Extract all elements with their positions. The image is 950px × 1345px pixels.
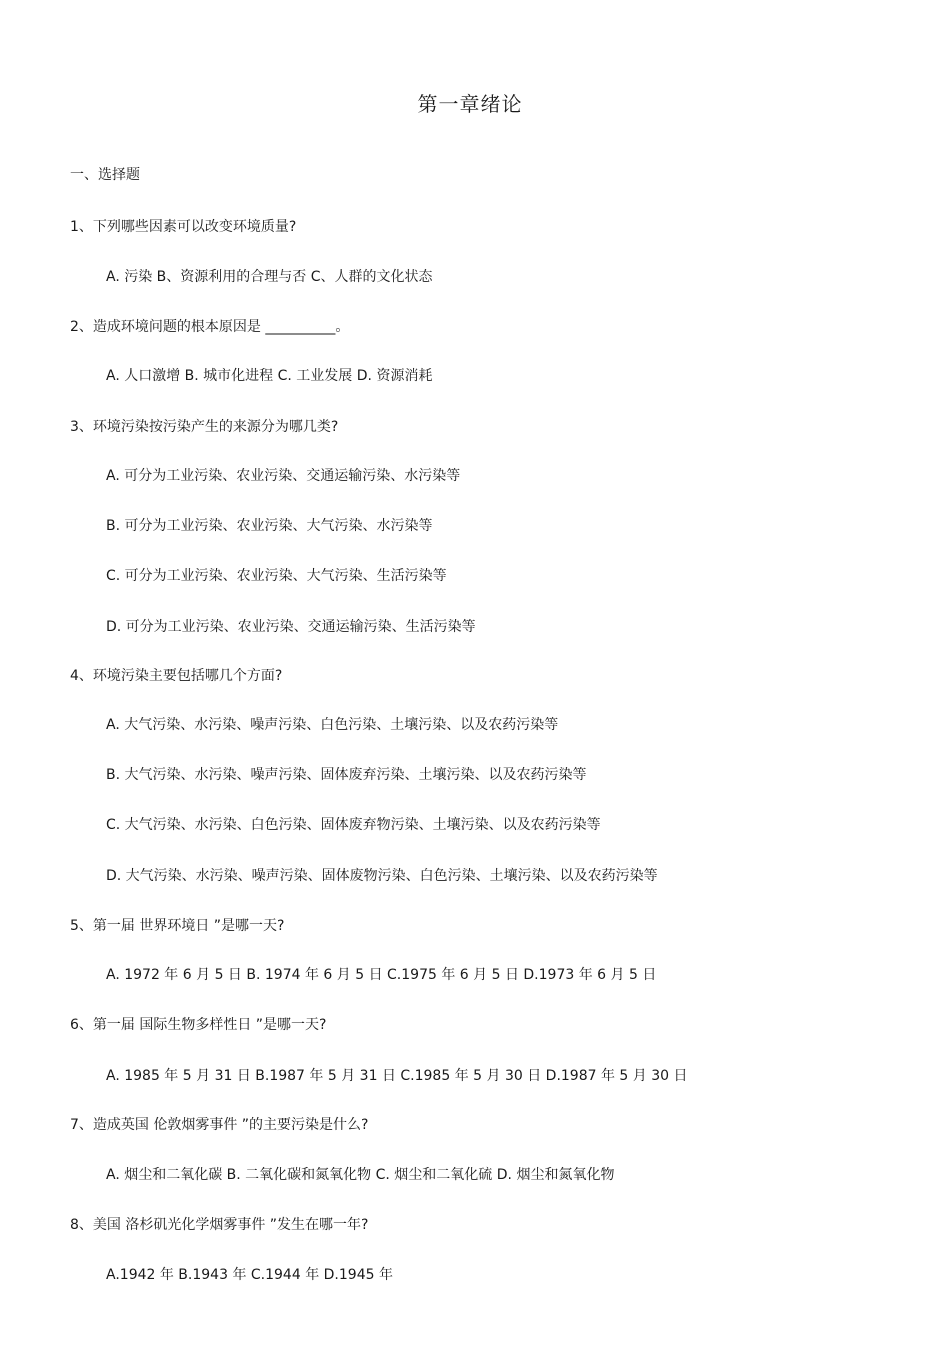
question-4-option-b: B. 大气污染、水污染、噪声污染、固体废弃污染、土壤污染、以及农药污染等 bbox=[106, 767, 587, 783]
question-5-options: A. 1972 年 6 月 5 日 B. 1974 年 6 月 5 日 C.1975 年 6 月 5 日 D.1973 年 6 月 5 日 bbox=[106, 967, 657, 983]
question-2: 2、造成环境问题的根本原因是 __________。 bbox=[70, 319, 350, 335]
chapter-title: 第一章绪论 bbox=[417, 92, 523, 116]
question-1-options: A. 污染 B、资源利用的合理与否 C、人群的文化状态 bbox=[106, 269, 433, 285]
question-6-options: A. 1985 年 5 月 31 日 B.1987 年 5 月 31 日 C.1985 年 5 月 30 日 D.1987 年 5 月 30 日 bbox=[106, 1068, 688, 1084]
question-3: 3、环境污染按污染产生的来源分为哪几类? bbox=[70, 419, 339, 435]
question-4-option-c: C. 大气污染、水污染、白色污染、固体废弃物污染、土壤污染、以及农药污染等 bbox=[106, 817, 601, 833]
question-5: 5、第一届 世界环境日 ”是哪一天? bbox=[70, 918, 285, 934]
question-3-option-d: D. 可分为工业污染、农业污染、交通运输污染、生活污染等 bbox=[106, 619, 476, 635]
question-7: 7、造成英国 伦敦烟雾事件 ”的主要污染是什么? bbox=[70, 1117, 369, 1133]
question-8-options: A.1942 年 B.1943 年 C.1944 年 D.1945 年 bbox=[106, 1267, 393, 1283]
question-1: 1、下列哪些因素可以改变环境质量? bbox=[70, 219, 297, 235]
question-6: 6、第一届 国际生物多样性日 ”是哪一天? bbox=[70, 1017, 327, 1033]
question-3-option-c: C. 可分为工业污染、农业污染、大气污染、生活污染等 bbox=[106, 568, 447, 584]
question-4: 4、环境污染主要包括哪几个方面? bbox=[70, 668, 283, 684]
question-3-option-a: A. 可分为工业污染、农业污染、交通运输污染、水污染等 bbox=[106, 468, 461, 484]
question-7-options: A. 烟尘和二氧化碳 B. 二氧化碳和氮氧化物 C. 烟尘和二氧化硫 D. 烟尘和氮氧化物 bbox=[106, 1167, 615, 1183]
section-heading: 一、选择题 bbox=[70, 167, 140, 183]
question-4-option-a: A. 大气污染、水污染、噪声污染、白色污染、土壤污染、以及农药污染等 bbox=[106, 717, 559, 733]
question-8: 8、美国 洛杉矶光化学烟雾事件 ”发生在哪一年? bbox=[70, 1217, 369, 1233]
question-2-options: A. 人口激增 B. 城市化进程 C. 工业发展 D. 资源消耗 bbox=[106, 368, 433, 384]
question-3-option-b: B. 可分为工业污染、农业污染、大气污染、水污染等 bbox=[106, 518, 433, 534]
question-4-option-d: D. 大气污染、水污染、噪声污染、固体废物污染、白色污染、土壤污染、以及农药污染等 bbox=[106, 868, 658, 884]
